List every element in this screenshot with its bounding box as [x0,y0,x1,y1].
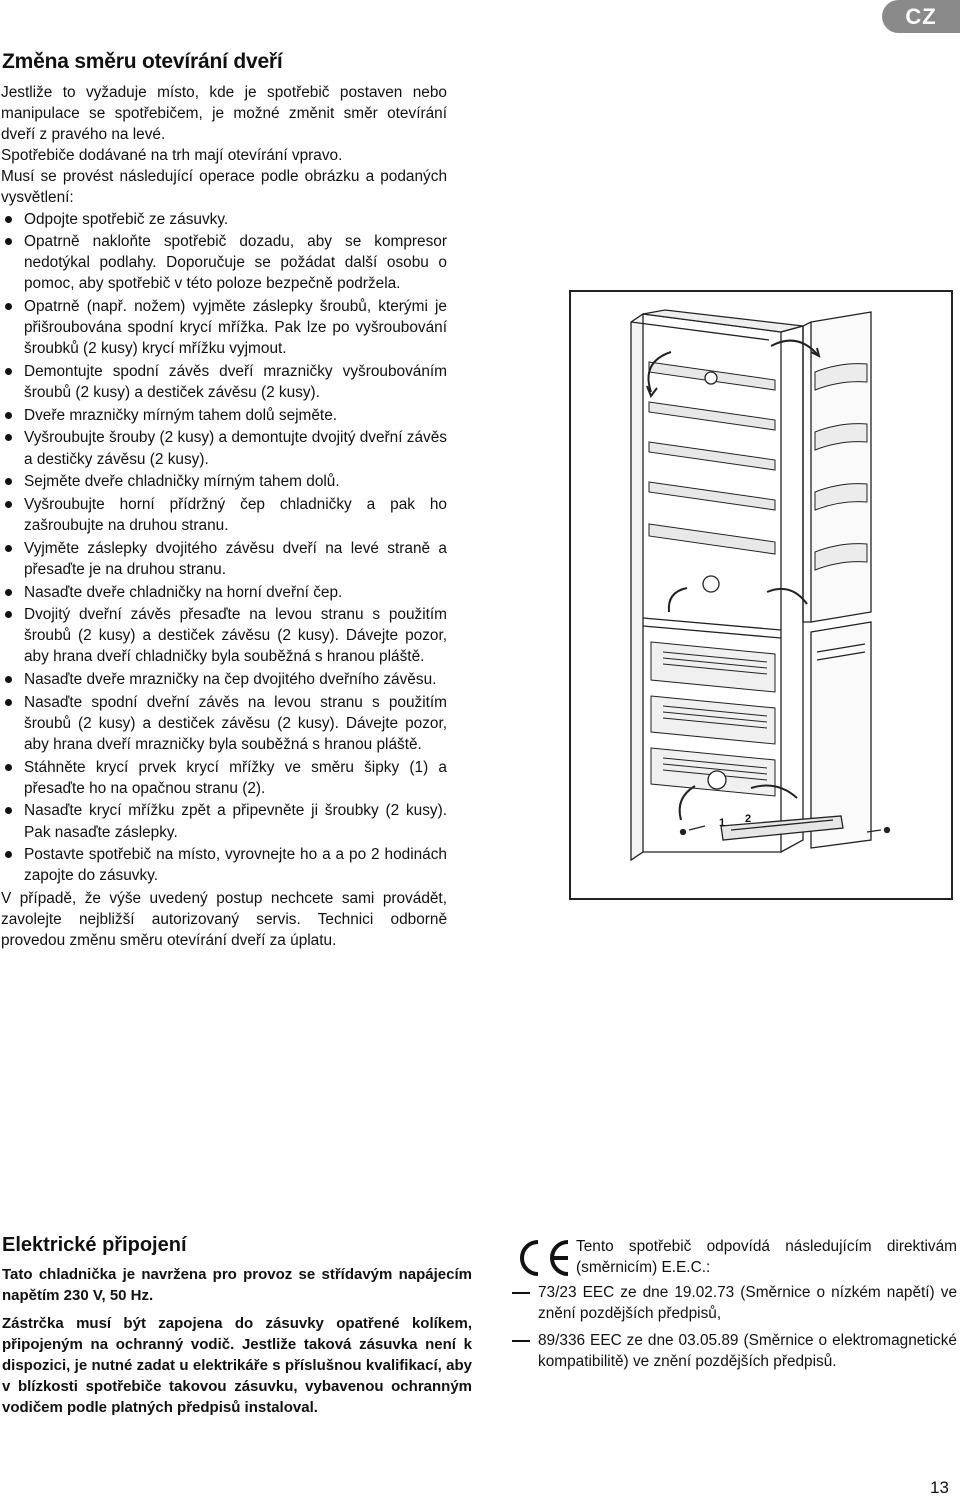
electrical-paragraph-2: Zástrčka musí být zapojena do zásuvky opatřené kolíkem, připojeným na ochranný vodič. Jestliže taková zásuvka není k dispozici, je nutné zadat u elektrikáře s příslušnou kvalifikací, aby v blízkosti spotřebiče takovou zásuvku, vybavenou ochranným vodičem podle platných předpisů instaloval. [2,1315,472,1416]
electrical-paragraph-1: Tato chladnička je navržena pro provoz se střídavým napájecím napětím 230 V, 50 Hz. [2,1266,472,1304]
list-item: Odpojte spotřebič ze zásuvky. [1,209,447,230]
list-item: Opatrně nakloňte spotřebič dozadu, aby se kompresor nedotýkal podlahy. Doporučuje se požádat další osobu o pomoc, aby spotřebič v této poloze bezpečně podržela. [1,231,447,294]
list-item: Nasaďte dveře chladničky na horní dveřní čep. [1,582,447,603]
list-item: Dvojitý dveřní závěs přesaďte na levou stranu s použitím šroubů (2 kusy) a destiček závěsu (2 kusy). Dávejte pozor, aby hrana dveří chladničky byla souběžná s hranou pláště. [1,604,447,667]
callout-2-label: 2 [745,813,752,825]
fridge-drawing [571,292,951,898]
section-title-door-reversal: Změna směru otevírání dveří [2,50,283,73]
door-reversal-text [1,82,447,951]
language-badge: CZ [882,0,960,33]
list-item: Sejměte dveře chladničky mírným tahem dolů. [1,471,447,492]
page-number: 13 [930,1478,949,1497]
directive-text: 73/23 EEC ze dne 19.02.73 (Směrnice o nízkém napětí) ve znění pozdějších předpisů, [538,1284,957,1322]
list-item: Nasaďte dveře mrazničky na čep dvojitého dveřního závěsu. [1,669,447,690]
list-item: Demontujte spodní závěs dveří mrazničky vyšroubováním šroubů (2 kusy) a destiček závěsu (2 kusy). [1,361,447,403]
compliance-block [512,1236,957,1378]
list-item: Nasaďte spodní dveřní závěs na levou stranu s použitím šroubů (2 kusy) a destiček závěsu (2 kusy). Dávejte pozor, aby hrana dveří mrazničky byla souběžná s hranou pláště. [1,692,447,755]
list-item: Postavte spotřebič na místo, vyrovnejte ho a a po 2 hodinách zapojte do zásuvky. [1,844,447,886]
intro-paragraph-2: Spotřebiče dodávané na trh mají otevírání vpravo. [1,147,343,165]
dash-icon [512,1292,530,1294]
list-item: Nasaďte krycí mřížku zpět a připevněte ji šroubky (2 kusy). Pak nasaďte záslepky. [1,800,447,842]
list-item: Vyšroubujte šrouby (2 kusy) a demontujte dvojitý dveřní závěs a destičky závěsu (2 kusy). [1,427,447,469]
list-item: Vyšroubujte horní přídržný čep chladničky a pak ho zašroubujte na druhou stranu. [1,494,447,536]
list-item: Opatrně (např. nožem) vyjměte záslepky šroubů, kterými je přišroubována spodní krycí mřížka. Pak lze po vyšroubování šroubků (2 kusy) krycí mřížku vyjmout. [1,296,447,359]
list-item: Stáhněte krycí prvek krycí mřížky ve směru šipky (1) a přesaďte ho na opačnou stranu (2). [1,757,447,799]
directive-text: 89/336 EEC ze dne 03.05.89 (Směrnice o elektromagnetické kompatibilitě) ve znění pozdějších předpisů. [538,1332,957,1370]
list-item [512,1282,957,1324]
steps-list [1,209,447,887]
compliance-intro: Tento spotřebič odpovídá následujícím direktivám (směrnicím) E.E.C.: [576,1238,957,1276]
intro-paragraph-1: Jestliže to vyžaduje místo, kde je spotřebič postaven nebo manipulace se spotřebičem, je možné změnit směr otevírání dveří z pravého na levé. [1,84,447,144]
list-item [512,1330,957,1372]
list-item: Vyjměte záslepky dvojitého závěsu dveří na levé straně a přesaďte je na druhou stranu. [1,538,447,580]
intro-paragraph-3: Musí se provést následující operace podle obrázku a podaných vysvětlení: [1,168,447,207]
list-item: Dveře mrazničky mírným tahem dolů sejměte. [1,405,447,426]
closing-paragraph: V případě, že výše uvedený postup nechcete sami provádět, zavolejte nejbližší autorizovaný servis. Technici odborně provedou změnu směru otevírání dveří za úplatu. [1,889,447,950]
electrical-connection-text [2,1264,472,1425]
section-title-electrical: Elektrické připojení [2,1234,187,1256]
ce-mark-icon [512,1238,576,1278]
fridge-illustration [569,290,953,900]
dash-icon [512,1340,530,1342]
callout-1-label: 1 [719,817,726,829]
